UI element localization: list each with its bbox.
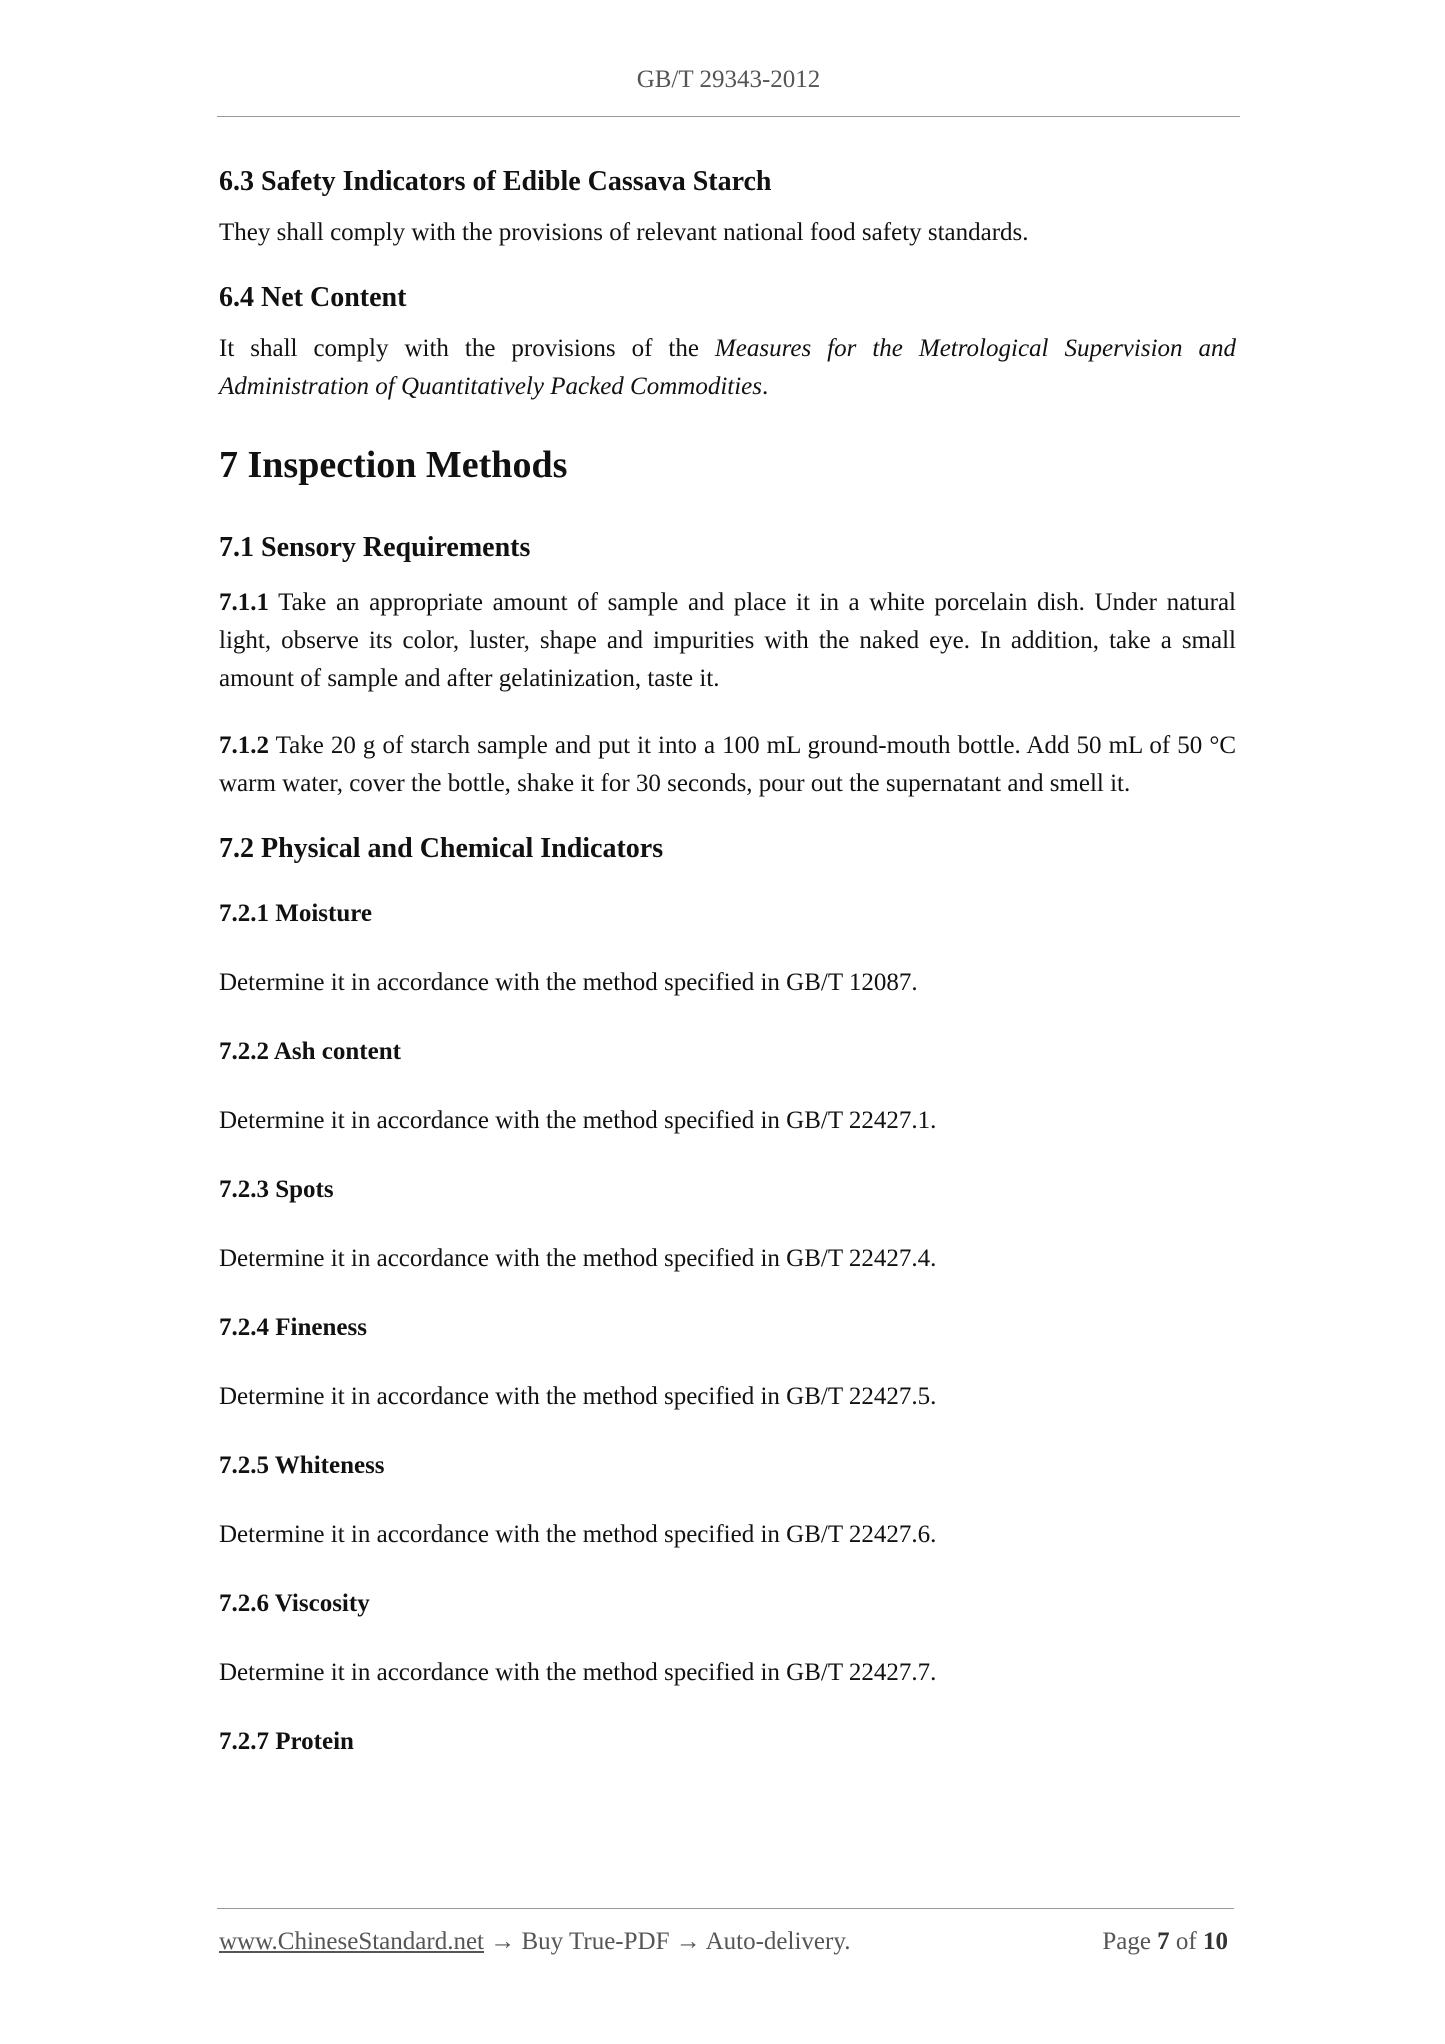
subsection-heading: 7.2.7 Protein [219,1728,354,1755]
subsection-text: Determine it in accordance with the method specified in GB/T 12087. [219,969,918,996]
section-heading-6-4: 6.4 Net Content [219,282,407,313]
subsection-heading: 7.2.3 Spots [219,1176,334,1203]
page-word: Page [1102,1928,1151,1955]
subsection-text: Determine it in accordance with the method specified in GB/T 22427.4. [219,1245,937,1272]
section-text-6-4 [219,330,1236,406]
clause-number: 7.1.2 [219,732,269,759]
total-page-count: 10 [1203,1928,1228,1955]
subsection-heading: 7.2.6 Viscosity [219,1590,370,1617]
clause-text: Take an appropriate amount of sample and place it in a white porcelain dish. Under natural light, observe its color, luster, shape and impurities with the naked eye. In addition, take a small amount of sample and after gelatinization, taste it. [219,589,1236,692]
page-footer [219,1928,1234,1956]
section-text-6-3: They shall comply with the provisions of relevant national food safety standards. [219,219,1029,246]
measures-title: Measures for the Metrological Supervision and Administration of Quantitatively Packed Commodities [219,335,1236,400]
subsection-heading: 7.2.1 Moisture [219,900,372,927]
paragraph-7-1-2 [219,727,1236,803]
subsection-heading: 7.2.4 Fineness [219,1314,367,1341]
section-heading-6-3: 6.3 Safety Indicators of Edible Cassava Starch [219,166,772,197]
footer-divider [217,1908,1234,1909]
site-link[interactable]: www.ChineseStandard.net [219,1928,484,1955]
buy-true-pdf-link[interactable]: Buy True-PDF [521,1928,670,1955]
current-page-number: 7 [1157,1928,1170,1955]
page-body [219,150,1236,1761]
subsection-heading: 7.2.2 Ash content [219,1038,401,1065]
subsection-text: Determine it in accordance with the method specified in GB/T 22427.7. [219,1659,937,1686]
subsection-text: Determine it in accordance with the method specified in GB/T 22427.1. [219,1107,937,1134]
subsection-heading: 7.2.5 Whiteness [219,1452,385,1479]
subsection-text: Determine it in accordance with the method specified in GB/T 22427.6. [219,1521,937,1548]
paragraph-7-1-1 [219,584,1236,698]
clause-number: 7.1.1 [219,589,269,616]
subsection-text: Determine it in accordance with the method specified in GB/T 22427.5. [219,1383,937,1410]
auto-delivery-text: Auto-delivery. [705,1928,851,1955]
of-word: of [1175,1928,1197,1955]
section-heading-7-2: 7.2 Physical and Chemical Indicators [219,833,664,864]
page-indicator [1102,1928,1228,1956]
running-header: GB/T 29343-2012 [636,66,821,93]
header-divider [217,116,1240,117]
section-heading-7-1: 7.1 Sensory Requirements [219,532,531,563]
chapter-heading-7: 7 Inspection Methods [219,444,568,486]
text-run: . [761,373,769,400]
arrow-icon: → [490,1928,516,1955]
arrow-icon: → [675,1928,701,1955]
text-run: It shall comply with the provisions of the [219,335,715,362]
clause-text: Take 20 g of starch sample and put it into a 100 mL ground-mouth bottle. Add 50 mL of 50 °C warm water, cover the bottle, shake it for 30 seconds, pour out the supernatant and smell it. [219,732,1236,797]
